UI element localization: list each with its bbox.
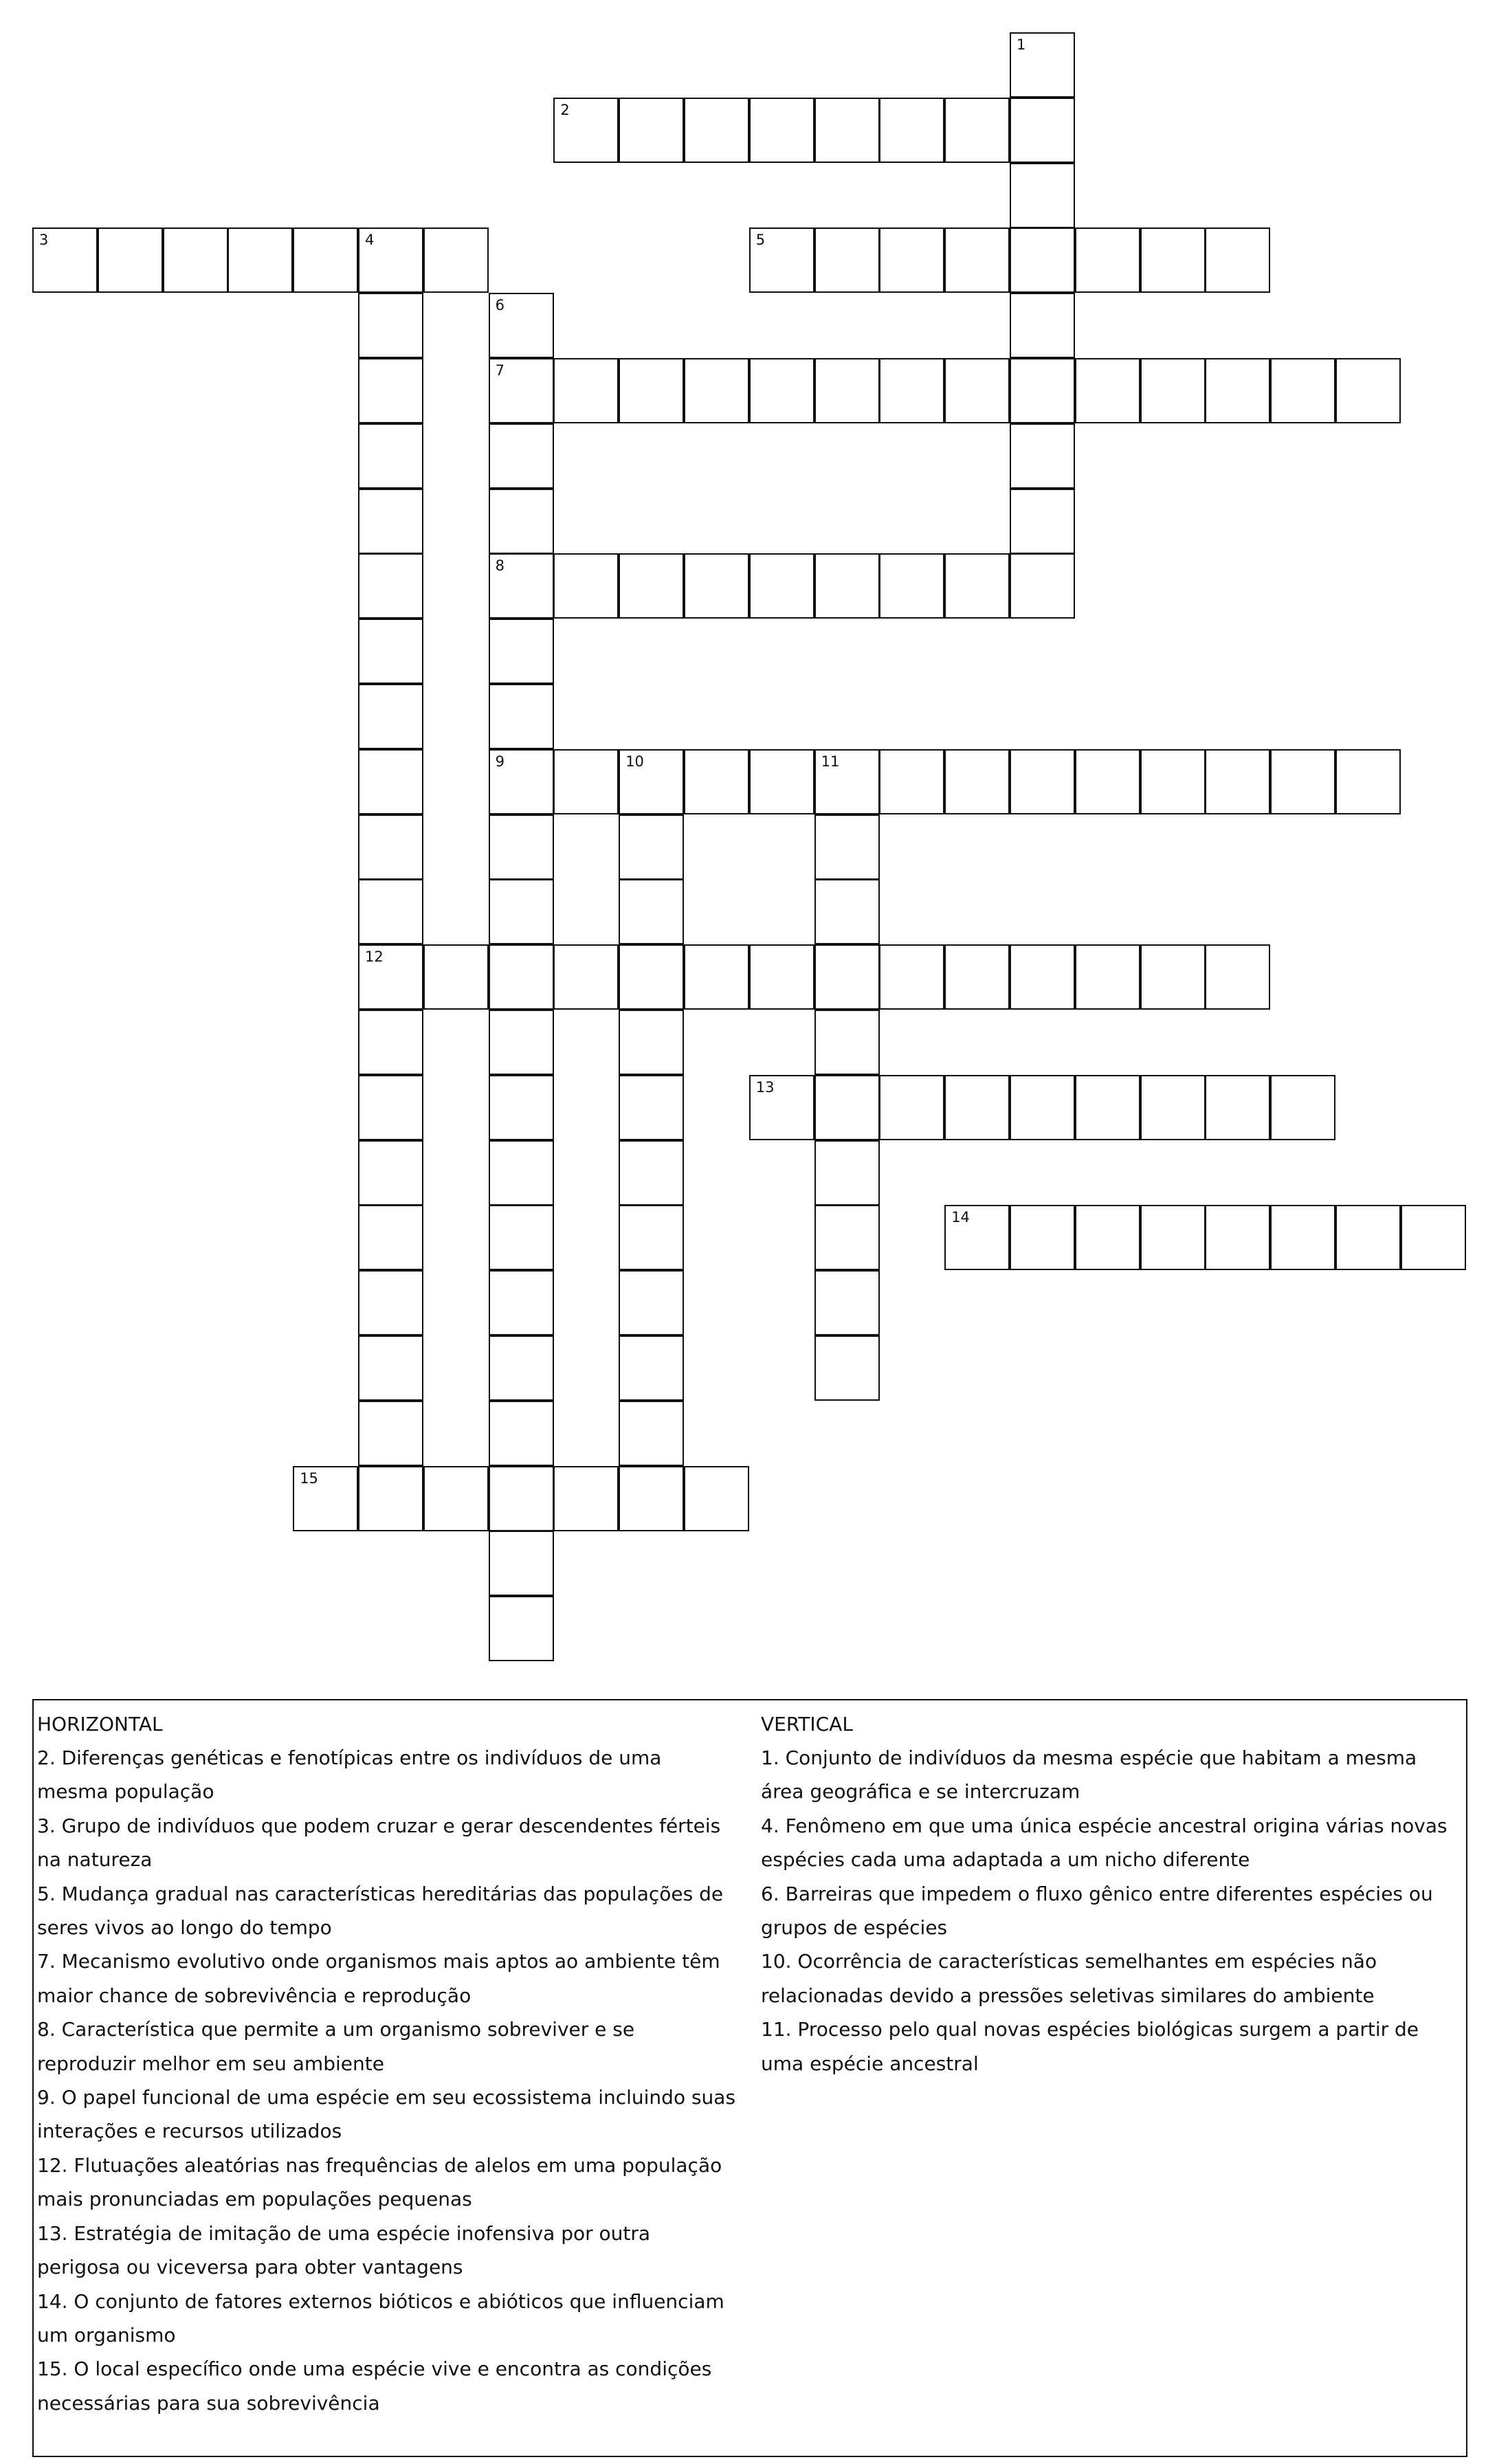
grid-cell[interactable] xyxy=(358,423,423,489)
vertical-clues-title: VERTICAL xyxy=(761,1713,853,1735)
grid-cell[interactable] xyxy=(619,1466,684,1531)
grid-cell[interactable] xyxy=(619,749,684,814)
vertical-clues-column xyxy=(761,1707,1462,2080)
grid-cell[interactable] xyxy=(489,553,554,619)
grid-cell[interactable] xyxy=(1010,32,1075,98)
grid-cell[interactable] xyxy=(358,619,423,684)
grid-cell[interactable] xyxy=(749,749,814,814)
grid-cell[interactable] xyxy=(553,358,619,423)
clue-number: 2 xyxy=(560,101,570,118)
grid-cell[interactable] xyxy=(814,1335,880,1401)
grid-cell[interactable] xyxy=(1010,944,1075,1010)
clue-down-1: 1. Conjunto de indivíduos da mesma espécie que habitam a mesma área geográfica e se intercruzam xyxy=(761,1746,1417,1803)
grid-cell[interactable] xyxy=(489,619,554,684)
clue-across-15: 15. O local específico onde uma espécie vive e encontra as condições necessárias para sua sobrevivência xyxy=(37,2357,712,2415)
grid-cell[interactable] xyxy=(879,944,944,1010)
clue-down-11: 11. Processo pelo qual novas espécies biológicas surgem a partir de uma espécie ancestral xyxy=(761,2018,1419,2075)
grid-cell[interactable] xyxy=(1010,358,1075,423)
grid-cell[interactable] xyxy=(163,227,228,293)
grid-cell[interactable] xyxy=(684,98,749,163)
grid-cell[interactable] xyxy=(1140,358,1206,423)
grid-cell[interactable] xyxy=(1205,1205,1270,1270)
grid-cell[interactable] xyxy=(553,98,619,163)
grid-cell[interactable] xyxy=(1075,358,1140,423)
grid-cell[interactable] xyxy=(619,358,684,423)
grid-cell[interactable] xyxy=(1010,98,1075,163)
grid-cell[interactable] xyxy=(1205,944,1270,1010)
grid-cell[interactable] xyxy=(1335,1205,1401,1270)
grid-cell[interactable] xyxy=(814,1140,880,1206)
horizontal-clues-column xyxy=(37,1707,738,2420)
clues-box xyxy=(32,1699,1467,2457)
clue-number: 12 xyxy=(365,948,384,966)
grid-cell[interactable] xyxy=(619,944,684,1010)
grid-cell[interactable] xyxy=(814,1010,880,1075)
grid-cell[interactable] xyxy=(358,358,423,423)
clue-across-12: 12. Flutuações aleatórias nas frequências de alelos em uma população mais pronunciadas em populações pequenas xyxy=(37,2153,722,2211)
grid-cell[interactable] xyxy=(1270,1205,1335,1270)
grid-cell[interactable] xyxy=(489,423,554,489)
grid-cell[interactable] xyxy=(1010,749,1075,814)
grid-cell[interactable] xyxy=(879,749,944,814)
grid-cell[interactable] xyxy=(1010,489,1075,554)
grid-cell[interactable] xyxy=(684,553,749,619)
grid-cell[interactable] xyxy=(489,1270,554,1335)
grid-cell[interactable] xyxy=(619,1205,684,1270)
grid-cell[interactable] xyxy=(358,879,423,944)
grid-cell[interactable] xyxy=(1010,293,1075,358)
grid-cell[interactable] xyxy=(553,749,619,814)
grid-cell[interactable] xyxy=(489,944,554,1010)
grid-cell[interactable] xyxy=(293,227,358,293)
grid-cell[interactable] xyxy=(1010,553,1075,619)
grid-cell[interactable] xyxy=(1075,1075,1140,1140)
grid-cell[interactable] xyxy=(879,1075,944,1140)
grid-cell[interactable] xyxy=(423,944,489,1010)
grid-cell[interactable] xyxy=(814,749,880,814)
grid-cell[interactable] xyxy=(814,1075,880,1140)
grid-cell[interactable] xyxy=(619,814,684,880)
grid-cell[interactable] xyxy=(619,879,684,944)
grid-cell[interactable] xyxy=(1010,227,1075,293)
grid-cell[interactable] xyxy=(489,358,554,423)
grid-cell[interactable] xyxy=(489,1531,554,1596)
grid-cell[interactable] xyxy=(619,1270,684,1335)
grid-cell[interactable] xyxy=(358,1401,423,1466)
grid-cell[interactable] xyxy=(814,98,880,163)
clue-number: 14 xyxy=(951,1209,970,1226)
grid-cell[interactable] xyxy=(358,814,423,880)
grid-cell[interactable] xyxy=(553,944,619,1010)
grid-cell[interactable] xyxy=(944,944,1010,1010)
grid-cell[interactable] xyxy=(749,553,814,619)
grid-cell[interactable] xyxy=(32,227,98,293)
grid-cell[interactable] xyxy=(684,944,749,1010)
grid-cell[interactable] xyxy=(814,227,880,293)
grid-cell[interactable] xyxy=(489,293,554,358)
grid-cell[interactable] xyxy=(944,1205,1010,1270)
grid-cell[interactable] xyxy=(944,749,1010,814)
grid-cell[interactable] xyxy=(1205,1075,1270,1140)
grid-cell[interactable] xyxy=(944,1075,1010,1140)
grid-cell[interactable] xyxy=(814,358,880,423)
grid-cell[interactable] xyxy=(879,227,944,293)
grid-cell[interactable] xyxy=(1205,227,1270,293)
grid-cell[interactable] xyxy=(228,227,293,293)
grid-cell[interactable] xyxy=(814,814,880,880)
grid-cell[interactable] xyxy=(489,879,554,944)
grid-cell[interactable] xyxy=(489,489,554,554)
grid-cell[interactable] xyxy=(879,98,944,163)
grid-cell[interactable] xyxy=(1075,1205,1140,1270)
grid-cell[interactable] xyxy=(358,489,423,554)
grid-cell[interactable] xyxy=(489,1010,554,1075)
grid-cell[interactable] xyxy=(1010,1205,1075,1270)
grid-cell[interactable] xyxy=(98,227,163,293)
grid-cell[interactable] xyxy=(1075,944,1140,1010)
grid-cell[interactable] xyxy=(619,1401,684,1466)
grid-cell[interactable] xyxy=(1270,358,1335,423)
grid-cell[interactable] xyxy=(814,1270,880,1335)
grid-cell[interactable] xyxy=(684,358,749,423)
grid-cell[interactable] xyxy=(489,1596,554,1661)
grid-cell[interactable] xyxy=(1335,358,1401,423)
grid-cell[interactable] xyxy=(944,98,1010,163)
grid-cell[interactable] xyxy=(489,1401,554,1466)
horizontal-clues-title: HORIZONTAL xyxy=(37,1713,163,1735)
clue-across-7: 7. Mecanismo evolutivo onde organismos mais aptos ao ambiente têm maior chance de sobrevivência e reprodução xyxy=(37,1950,720,2007)
grid-cell[interactable] xyxy=(749,358,814,423)
grid-cell[interactable] xyxy=(358,1010,423,1075)
clue-number: 9 xyxy=(495,753,504,770)
grid-cell[interactable] xyxy=(619,1140,684,1206)
grid-cell[interactable] xyxy=(1140,1075,1206,1140)
grid-cell[interactable] xyxy=(944,227,1010,293)
grid-cell[interactable] xyxy=(814,553,880,619)
grid-cell[interactable] xyxy=(489,749,554,814)
clue-across-8: 8. Característica que permite a um organismo sobreviver e se reproduzir melhor em seu ambiente xyxy=(37,2018,635,2075)
grid-cell[interactable] xyxy=(358,944,423,1010)
grid-cell[interactable] xyxy=(423,227,489,293)
grid-cell[interactable] xyxy=(879,553,944,619)
grid-cell[interactable] xyxy=(489,1335,554,1401)
grid-cell[interactable] xyxy=(1075,749,1140,814)
grid-cell[interactable] xyxy=(489,1466,554,1531)
clue-across-14: 14. O conjunto de fatores externos bióticos e abióticos que influenciam um organismo xyxy=(37,2289,724,2346)
grid-cell[interactable] xyxy=(814,944,880,1010)
grid-cell[interactable] xyxy=(814,1205,880,1270)
grid-cell[interactable] xyxy=(749,98,814,163)
clue-number: 7 xyxy=(495,362,504,379)
grid-cell[interactable] xyxy=(1205,358,1270,423)
grid-cell[interactable] xyxy=(1270,749,1335,814)
clue-number: 5 xyxy=(755,232,766,249)
grid-cell[interactable] xyxy=(489,1205,554,1270)
grid-cell[interactable] xyxy=(358,1335,423,1401)
grid-cell[interactable] xyxy=(619,553,684,619)
grid-cell[interactable] xyxy=(489,1075,554,1140)
grid-cell[interactable] xyxy=(358,1466,423,1531)
grid-cell[interactable] xyxy=(749,944,814,1010)
grid-cell[interactable] xyxy=(814,879,880,944)
grid-cell[interactable] xyxy=(489,814,554,880)
clue-down-10: 10. Ocorrência de características semelhantes em espécies não relacionadas devido a pressões seletivas similares do ambiente xyxy=(761,1950,1377,2007)
grid-cell[interactable] xyxy=(293,1466,358,1531)
grid-cell[interactable] xyxy=(489,684,554,749)
grid-cell[interactable] xyxy=(358,1140,423,1206)
grid-cell[interactable] xyxy=(1205,749,1270,814)
grid-cell[interactable] xyxy=(1335,749,1401,814)
clue-number: 4 xyxy=(365,232,375,249)
clue-across-5: 5. Mudança gradual nas características hereditárias das populações de seres vivos ao longo do tempo xyxy=(37,1882,724,1940)
grid-cell[interactable] xyxy=(619,98,684,163)
grid-cell[interactable] xyxy=(423,1466,489,1531)
grid-cell[interactable] xyxy=(1010,163,1075,228)
grid-cell[interactable] xyxy=(1010,423,1075,489)
grid-cell[interactable] xyxy=(358,227,423,293)
grid-cell[interactable] xyxy=(553,553,619,619)
grid-cell[interactable] xyxy=(1075,227,1140,293)
grid-cell[interactable] xyxy=(684,749,749,814)
grid-cell[interactable] xyxy=(358,293,423,358)
grid-cell[interactable] xyxy=(358,1075,423,1140)
grid-cell[interactable] xyxy=(1140,227,1206,293)
grid-cell[interactable] xyxy=(619,1010,684,1075)
grid-cell[interactable] xyxy=(1010,1075,1075,1140)
grid-cell[interactable] xyxy=(619,1075,684,1140)
clue-down-6: 6. Barreiras que impedem o fluxo gênico entre diferentes espécies ou grupos de espécies xyxy=(761,1882,1433,1940)
grid-cell[interactable] xyxy=(1140,1205,1206,1270)
grid-cell[interactable] xyxy=(553,1466,619,1531)
grid-cell[interactable] xyxy=(944,553,1010,619)
clue-number: 13 xyxy=(755,1078,775,1096)
grid-cell[interactable] xyxy=(1140,749,1206,814)
grid-cell[interactable] xyxy=(1401,1205,1466,1270)
grid-cell[interactable] xyxy=(489,1140,554,1206)
grid-cell[interactable] xyxy=(358,749,423,814)
clue-number: 1 xyxy=(1017,36,1026,53)
clue-number: 11 xyxy=(821,753,840,770)
grid-cell[interactable] xyxy=(944,358,1010,423)
clue-across-9: 9. O papel funcional de uma espécie em seu ecossistema incluindo suas interações e recursos utilizados xyxy=(37,2086,736,2143)
grid-cell[interactable] xyxy=(358,553,423,619)
grid-cell[interactable] xyxy=(619,1335,684,1401)
clue-number: 6 xyxy=(495,297,504,314)
clue-number: 8 xyxy=(495,557,504,575)
grid-cell[interactable] xyxy=(684,1466,749,1531)
clue-across-13: 13. Estratégia de imitação de uma espécie inofensiva por outra perigosa ou viceversa para obter vantagens xyxy=(37,2221,651,2279)
clue-down-4: 4. Fenômeno em que uma única espécie ancestral origina várias novas espécies cada uma adaptada a um nicho diferente xyxy=(761,1814,1448,1872)
grid-cell[interactable] xyxy=(879,358,944,423)
clue-number: 10 xyxy=(625,753,644,770)
grid-cell[interactable] xyxy=(1140,944,1206,1010)
clue-across-2: 2. Diferenças genéticas e fenotípicas entre os indivíduos de uma mesma população xyxy=(37,1746,662,1803)
grid-cell[interactable] xyxy=(358,1270,423,1335)
grid-cell[interactable] xyxy=(1270,1075,1335,1140)
clue-across-3: 3. Grupo de indivíduos que podem cruzar e gerar descendentes férteis na natureza xyxy=(37,1814,721,1872)
clue-number: 3 xyxy=(39,232,49,249)
grid-cell[interactable] xyxy=(358,1205,423,1270)
grid-cell[interactable] xyxy=(749,227,814,293)
grid-cell[interactable] xyxy=(358,684,423,749)
clue-number: 15 xyxy=(300,1469,318,1487)
grid-cell[interactable] xyxy=(749,1075,814,1140)
